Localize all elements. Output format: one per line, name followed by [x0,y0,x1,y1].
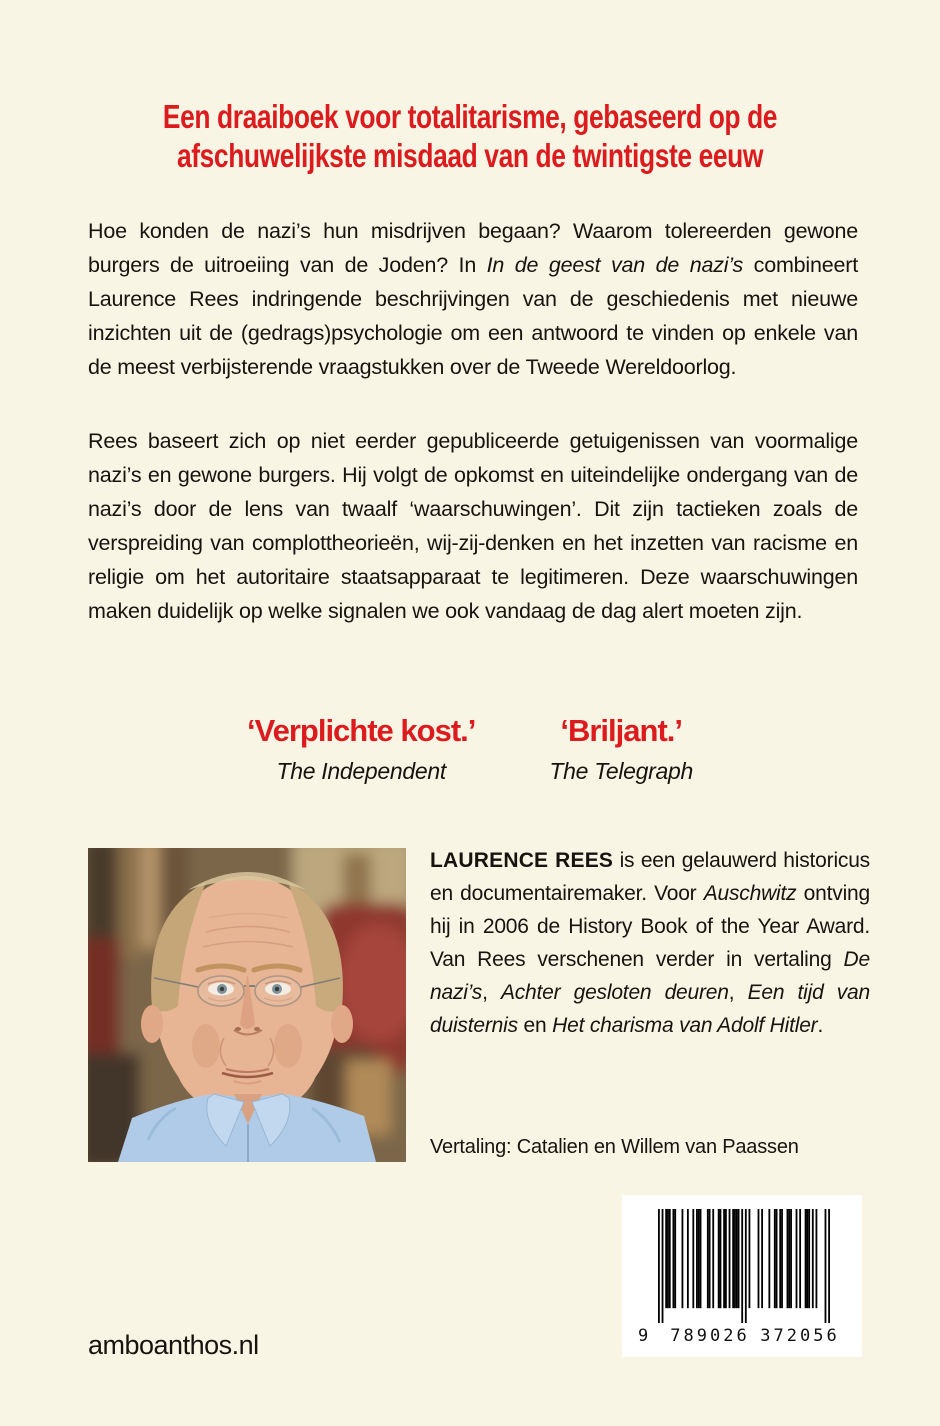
press-quote-independent [247,712,475,785]
barcode-digit-prefix: 9 [638,1326,649,1346]
press-quote-telegraph [549,712,693,785]
author-photo [88,848,406,1162]
quote-source: The Telegraph [549,758,693,784]
press-quotes [0,712,940,785]
cover-headline: Een draaiboek voor totalitarisme, gebaseerd op de afschuwelijkste misdaad van de twintigste eeuw [162,98,778,174]
barcode-digit-left-group: 789026 [670,1326,750,1346]
quote-text: ‘Verplichte kost.’ [247,713,476,748]
publisher-website: amboanthos.nl [88,1330,259,1360]
barcode [622,1195,862,1357]
quote-text: ‘Briljant.’ [560,713,682,748]
author-bio: LAURENCE REES is een gelauwerd historicus en documentairemaker. Voor Auschwitz ontving hij in 2006 de History Book of the Year Award. Van Rees verschenen verder in vertaling De nazi’s, Achter gesloten deuren, Een tijd van duisternis en Het charisma van Adolf Hitler. [430,849,870,1037]
barcode-digit-right-group: 372056 [760,1326,840,1346]
translation-credit: Vertaling: Catalien en Willem van Paassen [430,1136,799,1158]
blurb-paragraph-1: Hoe konden de nazi’s hun misdrijven begaan? Waarom tolereerden gewone burgers de uitroeiing van de Joden? In In de geest van de nazi’s combineert Laurence Rees indringende beschrijvingen van de geschiedenis met nieuwe inzichten uit de (gedrags)psychologie om een antwoord te vinden op enkele van de meest verbijsterende vraagstukken over de Tweede Wereldoorlog. [88,219,858,379]
quote-source: The Independent [276,758,446,784]
blurb-paragraph-2: Rees baseert zich op niet eerder gepubliceerde getuigenissen van voormalige nazi’s en gewone burgers. Hij volgt de opkomst en uiteindelijke ondergang van de nazi’s door de lens van twaalf ‘waarschuwingen’. Dit zijn tactieken zoals de verspreiding van complottheorieën, wij-zij-denken en het inzetten van racisme en religie om het autoritaire staatsapparaat te legitimeren. Deze waarschuwingen maken duidelijk op welke signalen we ook vandaag de dag alert moeten zijn. [88,429,858,623]
barcode-bars [658,1209,830,1323]
